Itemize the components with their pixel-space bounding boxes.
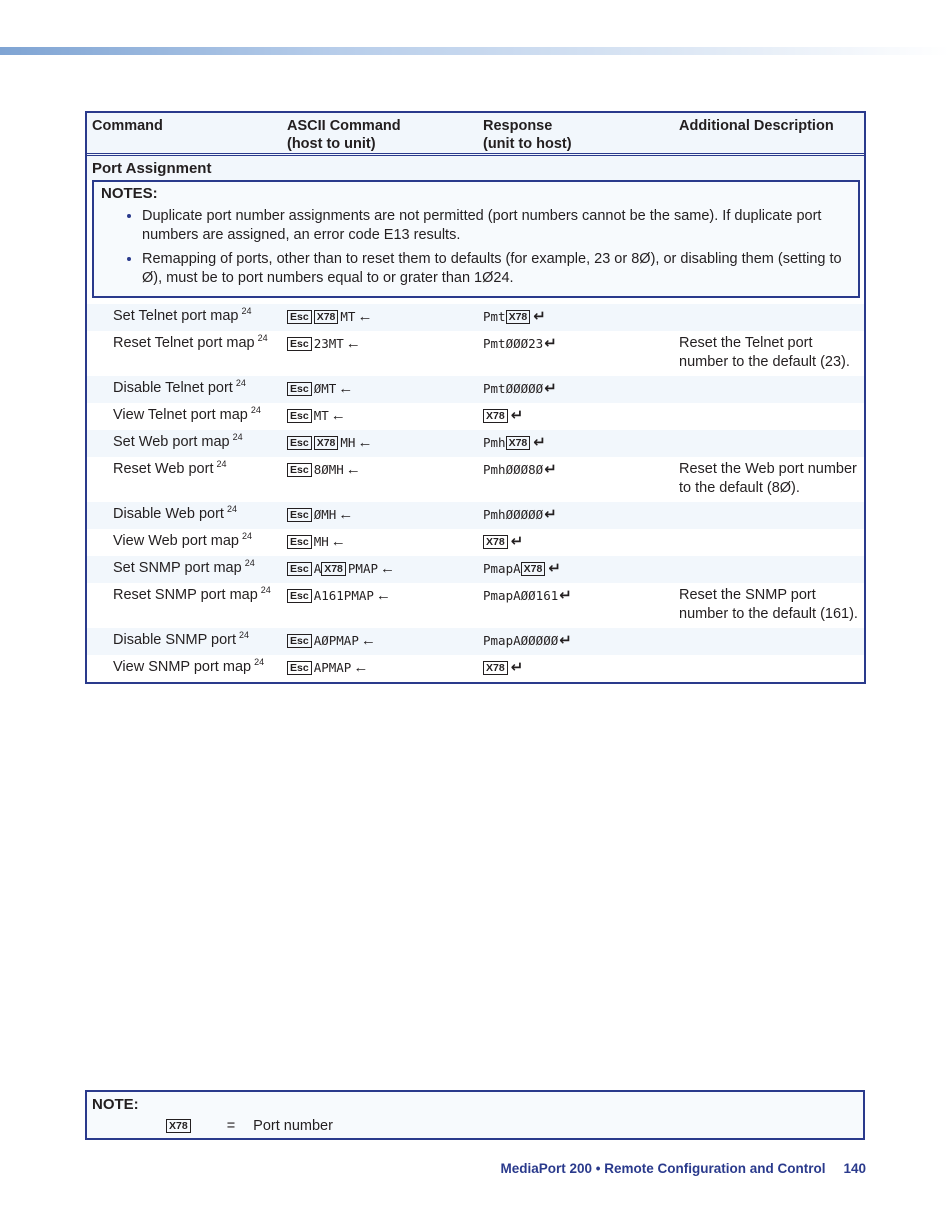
- variable-key: X78: [321, 562, 346, 576]
- top-gradient-band: [0, 47, 950, 55]
- command-text: AØPMAP: [313, 633, 359, 648]
- footnote-ref: 24: [226, 504, 237, 515]
- enter-return-icon: ↵: [544, 506, 557, 523]
- command-name-cell: [87, 430, 282, 457]
- command-name-cell: [87, 331, 282, 376]
- command-table: [85, 111, 866, 684]
- command-name-cell: [87, 304, 282, 331]
- description-cell: [674, 529, 864, 556]
- table-row: [87, 628, 864, 655]
- footnote-ref: 24: [244, 558, 255, 569]
- arrow-left-icon: ←: [353, 659, 369, 676]
- command-text: ØMH: [313, 507, 337, 522]
- footnote-ref: 24: [242, 531, 253, 542]
- arrow-left-icon: ←: [357, 434, 373, 451]
- arrow-left-icon: ←: [338, 506, 354, 523]
- response-cell: [478, 556, 674, 583]
- table-row: [87, 331, 864, 376]
- enter-return-icon: ↵: [510, 533, 524, 550]
- note-box: [85, 1090, 865, 1140]
- table-row: [87, 502, 864, 529]
- variable-key: X78: [506, 310, 531, 324]
- page-footer: [500, 1161, 866, 1176]
- footnote-ref: 24: [232, 432, 243, 443]
- variable-key: X78: [483, 409, 508, 423]
- ascii-command-cell: [282, 583, 478, 628]
- ascii-command-cell: [282, 304, 478, 331]
- header-description: Additional Description: [679, 118, 834, 134]
- command-text: PmtØØØ23: [483, 336, 544, 351]
- note-item: • Remapping of ports, other than to reset them to defaults (for example, 23 or 8Ø), or disabling them (setting to Ø), must be to port numbers equal to or grater than 1Ø24.: [142, 250, 848, 288]
- footnote-ref: 24: [235, 378, 246, 389]
- response-cell: [478, 376, 674, 403]
- ascii-command-cell: [282, 502, 478, 529]
- variable-key: X78: [314, 436, 339, 450]
- footnote-ref: 24: [260, 585, 271, 596]
- variable-key: X78: [483, 535, 508, 549]
- command-text: MT: [313, 408, 329, 423]
- command-text: 8ØMH: [313, 462, 344, 477]
- variable-key: X78: [166, 1119, 191, 1133]
- command-name: Reset SNMP port map: [113, 587, 258, 603]
- table-row: [87, 430, 864, 457]
- command-text: ØMT: [313, 381, 337, 396]
- command-name-cell: [87, 529, 282, 556]
- response-cell: [478, 403, 674, 430]
- table-row: [87, 376, 864, 403]
- ascii-command-cell: [282, 403, 478, 430]
- ascii-command-cell: [282, 457, 478, 502]
- command-name-cell: [87, 583, 282, 628]
- description-cell: Reset the SNMP port number to the default (161).: [679, 587, 858, 622]
- enter-return-icon: ↵: [533, 308, 546, 325]
- arrow-left-icon: ←: [357, 308, 373, 325]
- response-cell: [478, 529, 674, 556]
- command-text: Pmh: [483, 435, 506, 450]
- variable-description: Port number: [253, 1118, 333, 1134]
- variable-key: X78: [483, 661, 508, 675]
- command-text: PmhØØØ8Ø: [483, 462, 544, 477]
- description-cell: Reset the Telnet port number to the default (23).: [679, 335, 850, 370]
- description-cell: Reset the Web port number to the default (8Ø).: [679, 461, 857, 496]
- command-text: PMAP: [347, 561, 379, 576]
- command-name: Set Web port map: [113, 434, 230, 450]
- enter-return-icon: ↵: [510, 659, 524, 676]
- command-name: Reset Web port: [113, 461, 214, 477]
- ascii-command-cell: [282, 430, 478, 457]
- header-response: Response (unit to host): [483, 118, 572, 152]
- esc-key: Esc: [287, 382, 312, 396]
- header-command: Command: [92, 118, 163, 134]
- command-name: Disable SNMP port: [113, 632, 237, 648]
- description-cell: [674, 556, 864, 583]
- description-cell: [674, 502, 864, 529]
- command-name-cell: [87, 655, 282, 682]
- response-cell: [478, 628, 674, 655]
- footnote-ref: 24: [250, 405, 261, 416]
- arrow-left-icon: ←: [338, 380, 354, 397]
- arrow-left-icon: ←: [380, 560, 396, 577]
- description-cell: [674, 376, 864, 403]
- command-text: A161PMAP: [313, 588, 374, 603]
- response-cell: [478, 502, 674, 529]
- table-row: [87, 304, 864, 331]
- esc-key: Esc: [287, 310, 312, 324]
- notes-title: NOTES:: [101, 185, 158, 202]
- command-name: Reset Telnet port map: [113, 335, 255, 351]
- esc-key: Esc: [287, 634, 312, 648]
- arrow-left-icon: ←: [345, 335, 361, 352]
- variable-key: X78: [314, 310, 339, 324]
- enter-return-icon: ↵: [533, 434, 546, 451]
- command-name: View Web port map: [113, 533, 239, 549]
- footnote-ref: 24: [257, 333, 268, 344]
- enter-return-icon: ↵: [510, 407, 524, 424]
- command-text: APMAP: [313, 660, 352, 675]
- variable-key: X78: [506, 436, 531, 450]
- command-name: View Telnet port map: [113, 407, 248, 423]
- notes-list: [101, 207, 848, 288]
- esc-key: Esc: [287, 562, 312, 576]
- command-name: View SNMP port map: [113, 659, 252, 675]
- response-cell: [478, 655, 674, 682]
- esc-key: Esc: [287, 436, 312, 450]
- table-row: [87, 583, 864, 628]
- command-text: MH: [340, 435, 356, 450]
- notes-box: [92, 180, 860, 298]
- enter-return-icon: ↵: [548, 560, 561, 577]
- description-cell: [674, 430, 864, 457]
- arrow-left-icon: ←: [345, 461, 361, 478]
- table-row: [87, 655, 864, 682]
- ascii-command-cell: [282, 529, 478, 556]
- esc-key: Esc: [287, 337, 312, 351]
- response-cell: [478, 430, 674, 457]
- note-item: • Duplicate port number assignments are not permitted (port numbers cannot be the same). If duplicate port numbers are assigned, an error code E13 results.: [142, 207, 848, 245]
- description-cell: [674, 403, 864, 430]
- enter-return-icon: ↵: [544, 380, 557, 397]
- command-name: Set SNMP port map: [113, 560, 242, 576]
- table-row: [87, 403, 864, 430]
- command-name: Set Telnet port map: [113, 308, 239, 324]
- table-row: [87, 457, 864, 502]
- response-cell: [478, 304, 674, 331]
- response-cell: [478, 583, 674, 628]
- footnote-ref: 24: [239, 630, 250, 641]
- command-text: Pmt: [483, 309, 506, 324]
- enter-return-icon: ↵: [559, 632, 572, 649]
- arrow-left-icon: ←: [360, 632, 376, 649]
- table-row: [87, 556, 864, 583]
- command-text: PmhØØØØØ: [483, 507, 544, 522]
- command-text: PmapAØØ161: [483, 588, 559, 603]
- ascii-command-cell: [282, 331, 478, 376]
- response-cell: [478, 331, 674, 376]
- footnote-ref: 24: [216, 459, 227, 470]
- description-cell: [674, 304, 864, 331]
- command-name-cell: [87, 628, 282, 655]
- command-name-cell: [87, 457, 282, 502]
- esc-key: Esc: [287, 589, 312, 603]
- enter-return-icon: ↵: [559, 587, 572, 604]
- table-body: [87, 304, 864, 682]
- esc-key: Esc: [287, 463, 312, 477]
- esc-key: Esc: [287, 508, 312, 522]
- header-ascii-command: ASCII Command (host to unit): [287, 118, 401, 152]
- command-text: MH: [313, 534, 329, 549]
- ascii-command-cell: [282, 376, 478, 403]
- equals-sign: =: [226, 1118, 236, 1134]
- command-text: PmapAØØØØØ: [483, 633, 559, 648]
- footnote-ref: 24: [254, 657, 265, 668]
- arrow-left-icon: ←: [330, 533, 346, 550]
- ascii-command-cell: [282, 556, 478, 583]
- command-name-cell: [87, 376, 282, 403]
- ascii-command-cell: [282, 655, 478, 682]
- esc-key: Esc: [287, 661, 312, 675]
- arrow-left-icon: ←: [330, 407, 346, 424]
- section-title: Port Assignment: [87, 156, 864, 180]
- arrow-left-icon: ←: [375, 587, 391, 604]
- command-text: 23MT: [313, 336, 344, 351]
- description-cell: [674, 655, 864, 682]
- footer-title: MediaPort 200 • Remote Configuration and Control: [500, 1161, 826, 1176]
- enter-return-icon: ↵: [544, 461, 557, 478]
- command-text: MT: [340, 309, 356, 324]
- note-line: [92, 1117, 858, 1135]
- command-name: Disable Web port: [113, 506, 224, 522]
- esc-key: Esc: [287, 409, 312, 423]
- page-number: 140: [843, 1161, 866, 1176]
- command-name-cell: [87, 403, 282, 430]
- variable-key: X78: [521, 562, 546, 576]
- esc-key: Esc: [287, 535, 312, 549]
- command-name-cell: [87, 502, 282, 529]
- command-name: Disable Telnet port: [113, 380, 233, 396]
- note-title: NOTE:: [92, 1096, 139, 1113]
- description-cell: [674, 628, 864, 655]
- footnote-ref: 24: [241, 306, 252, 317]
- table-row: [87, 529, 864, 556]
- command-text: PmapA: [483, 561, 521, 576]
- command-text: A: [313, 561, 322, 576]
- command-name-cell: [87, 556, 282, 583]
- ascii-command-cell: [282, 628, 478, 655]
- table-header: [87, 113, 864, 156]
- response-cell: [478, 457, 674, 502]
- enter-return-icon: ↵: [544, 335, 557, 352]
- command-text: PmtØØØØØ: [483, 381, 544, 396]
